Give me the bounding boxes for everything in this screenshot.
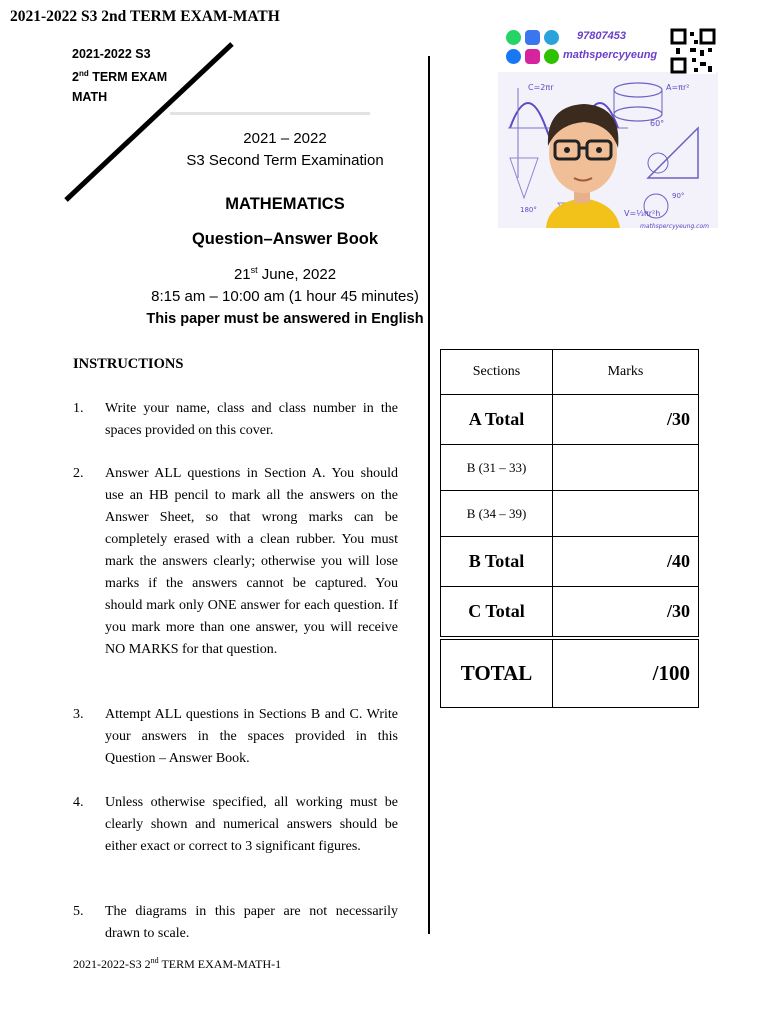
formula-circumference: C=2πr (528, 83, 554, 92)
diagonal-slash (62, 40, 237, 205)
exam-date: 21st June, 2022 (233, 265, 337, 283)
qr-code-icon (670, 28, 716, 74)
instruction-item: 5. The diagrams in this paper are not necessarily drawn to scale. (73, 904, 398, 941)
angle-label: 60° (650, 119, 665, 128)
exam-time: 8:15 am – 10:00 am (1 hour 45 minutes) (151, 288, 419, 305)
phone-number: 97807453 (577, 30, 626, 42)
row-marks: /30 (553, 395, 699, 445)
row-label: TOTAL (441, 638, 553, 708)
stamp-line-1: 2021-2022 S3 (72, 47, 151, 61)
whatsapp-icon (506, 30, 521, 45)
wechat-icon (544, 49, 559, 64)
avatar (546, 104, 620, 228)
angle-label-2: 90° (672, 192, 685, 200)
stamp-line-3: MATH (72, 90, 108, 105)
stamp-line-2: 2nd TERM EXAM (72, 69, 168, 85)
column-divider (428, 56, 430, 934)
row-marks: /100 (553, 638, 699, 708)
marks-table-header (441, 350, 699, 395)
header-sections: Sections (441, 350, 553, 395)
faded-text-remnant (170, 110, 380, 118)
row-label: A Total (441, 395, 553, 445)
row-marks (553, 445, 699, 491)
academic-year: 2021 – 2022 (243, 130, 327, 147)
row-label: B Total (441, 537, 553, 587)
instagram-icon (525, 49, 540, 64)
row-marks: /40 (553, 537, 699, 587)
instruction-item: 4. Unless otherwise specified, all working must be clearly shown and numerical answers should be either exact or correct to 3 significant figures. (73, 795, 398, 854)
subject-title: MATHEMATICS (225, 195, 345, 213)
table-row-grand-total (441, 638, 699, 708)
row-marks (553, 491, 699, 537)
telegram-icon (544, 30, 559, 45)
table-row (441, 445, 699, 491)
instruction-item: 2. Answer ALL questions in Section A. You should use an HB pencil to mark all the answers on the Answer Sheet, so that wrong marks can be completely erased with a clean rubber. You must mark the answers clearly; otherwise you will lose marks if the answers cannot be captured. You should mark only ONE answer for each question. If you mark more than one answer, you will receive NO MARKS for that question. (73, 466, 398, 657)
instruction-item: 3. Attempt ALL questions in Sections B and C. Write your answers in the spaces provided in this Question – Answer Book. (73, 707, 398, 766)
angle-label-3: 180° (520, 206, 537, 214)
signal-icon (525, 30, 540, 45)
formula-volume: V=⅓πr²h (624, 209, 661, 218)
instructions-heading: INSTRUCTIONS (73, 356, 184, 372)
table-row (441, 395, 699, 445)
social-handle: mathspercyyeung (563, 49, 658, 61)
row-marks: /30 (553, 587, 699, 639)
formula-area: A=πr² (666, 83, 690, 92)
social-icons-row-1 (506, 30, 626, 50)
facebook-icon (506, 49, 521, 64)
table-row (441, 537, 699, 587)
marks-table (440, 349, 699, 708)
website-text: mathspercyyeung.com (640, 223, 709, 230)
table-row (441, 587, 699, 639)
exam-name: S3 Second Term Examination (186, 152, 384, 169)
row-label: B (31 – 33) (441, 445, 553, 491)
page-header-title: 2021-2022 S3 2nd TERM EXAM-MATH (10, 8, 280, 25)
instruction-item: 1. Write your name, class and class number in the spaces provided on this cover. (73, 401, 398, 438)
language-note: This paper must be answered in English (146, 311, 424, 327)
book-title: Question–Answer Book (191, 230, 379, 248)
social-icons-row-2 (506, 49, 657, 69)
header-marks: Marks (553, 350, 699, 395)
promo-banner (498, 28, 718, 238)
row-label: C Total (441, 587, 553, 639)
page-footer: 2021-2022-S3 2nd TERM EXAM-MATH-1 (73, 956, 282, 971)
row-label: B (34 – 39) (441, 491, 553, 537)
table-row (441, 491, 699, 537)
